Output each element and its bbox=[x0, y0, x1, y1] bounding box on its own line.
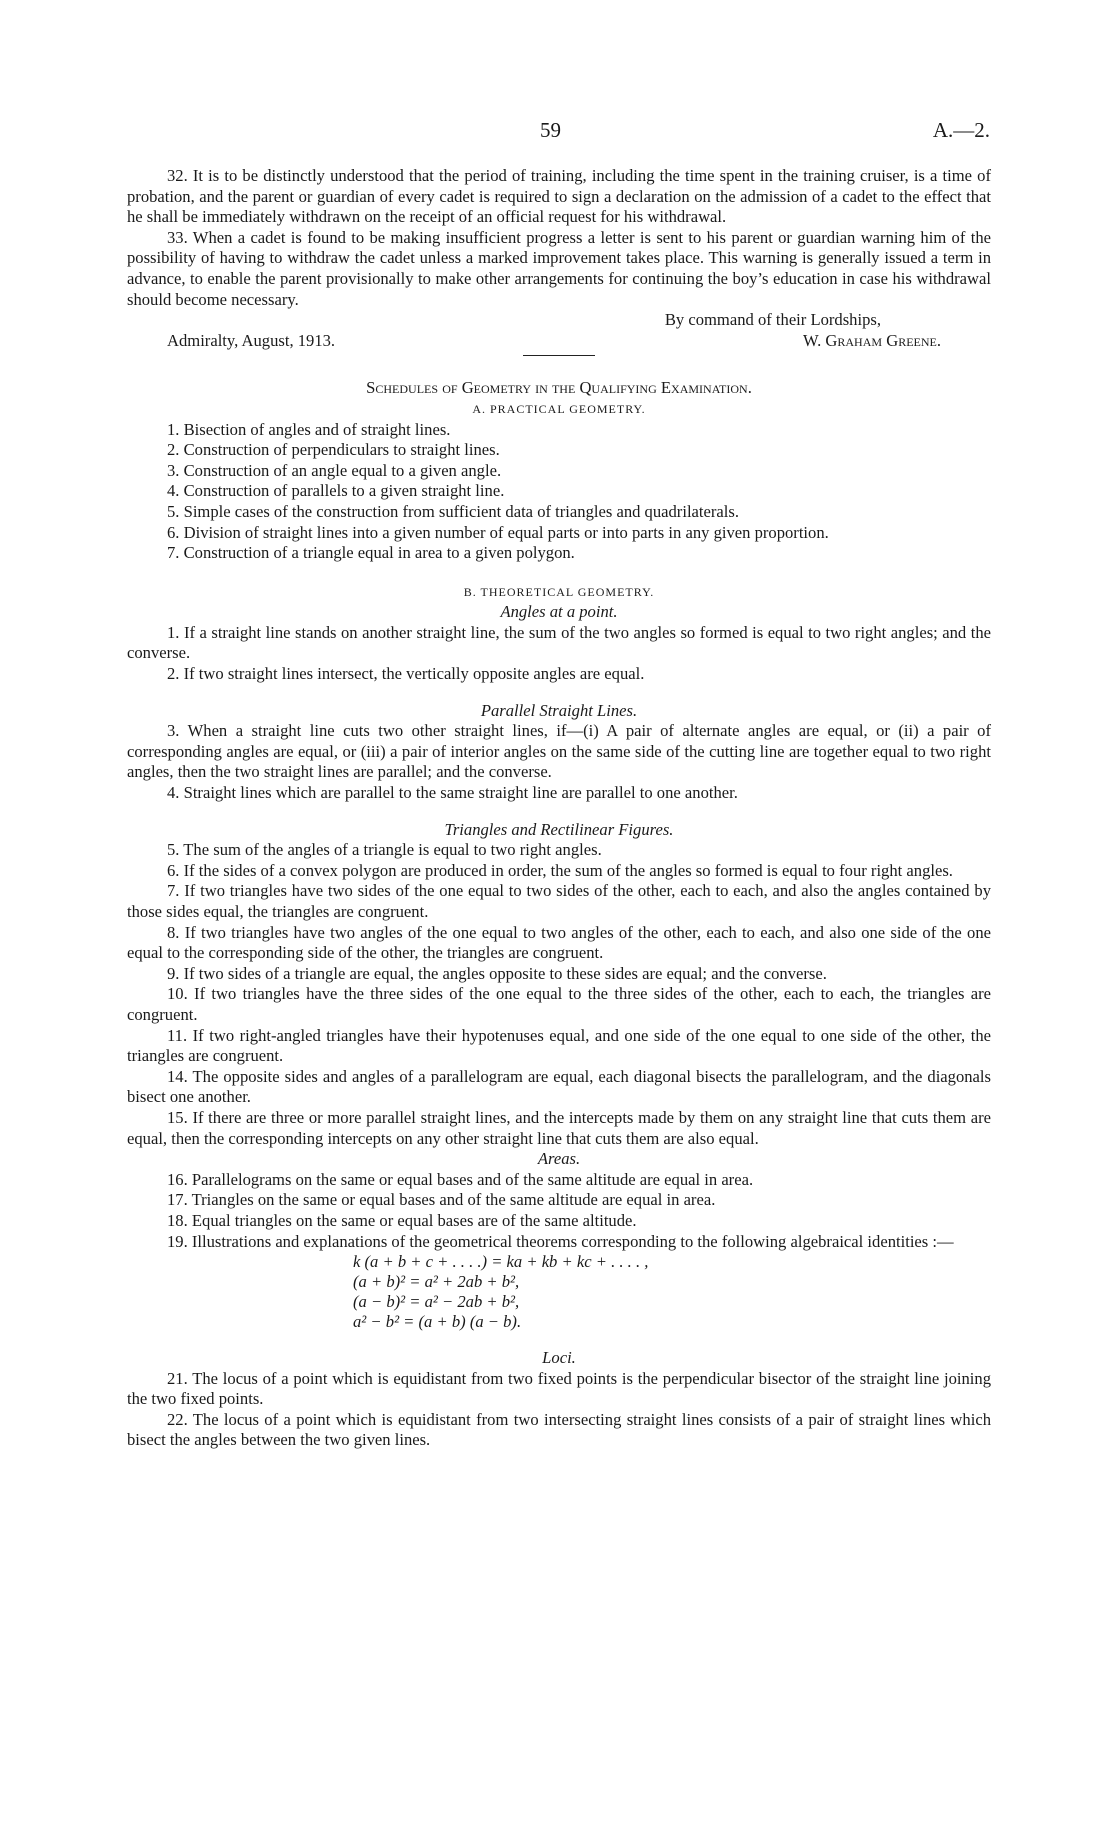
list-item: 11. If two right-angled triangles have their hypotenuses equal, and one side of the one equal to one side of the other, the triangles are congruent. bbox=[127, 1025, 991, 1066]
identities-block bbox=[127, 1252, 991, 1332]
list-item: 15. If there are three or more parallel straight lines, and the intercepts made by them on any straight line that cuts them are equal, then the corresponding intercepts on any other straight line that cuts them are also equal. bbox=[127, 1107, 991, 1148]
identity-line: (a + b)² = a² + 2ab + b², bbox=[353, 1272, 520, 1292]
list-item: 3. When a straight line cuts two other straight lines, if—(i) A pair of alternate angles are equal, or (ii) a pair of corresponding angles are equal, or (iii) a pair of interior angles on the same side of the cutting line are together equal to two right angles, then the two straight lines are parallel; and the converse. bbox=[127, 721, 991, 782]
list-item: 5. Simple cases of the construction from sufficient data of triangles and quadrilaterals. bbox=[167, 501, 740, 521]
paragraph-32: 32. It is to be distinctly understood that the period of training, including the time spent in the training cruiser, is a time of probation, and the parent or guardian of every cadet is required to sign a declaration on the admission of a cadet to the effect that he shall be immediately withdrawn on the receipt of an official request for his withdrawal. bbox=[127, 166, 991, 227]
list-item: 19. Illustrations and explanations of the geometrical theorems corresponding to the following algebraical identities :— bbox=[167, 1231, 954, 1251]
page-number: 59 bbox=[540, 118, 561, 142]
list-item: 16. Parallelograms on the same or equal bases and of the same altitude are equal in area. bbox=[167, 1169, 754, 1189]
list-item: 7. Construction of a triangle equal in area to a given polygon. bbox=[167, 543, 575, 563]
practical-list bbox=[127, 420, 991, 564]
areas-heading: Areas. bbox=[537, 1149, 581, 1169]
list-item: 6. Division of straight lines into a given number of equal parts or into parts in any given proportion. bbox=[167, 522, 829, 542]
paragraph-33: 33. When a cadet is found to be making insufficient progress a letter is sent to his parent or guardian warning him of the possibility of having to withdraw the cadet unless a marked improvement takes place. This warning is generally issued a term in advance, to enable the parent provisionally to make other arrangements for continuing the boy’s education in case his withdrawal should become necessary. bbox=[127, 227, 991, 309]
list-item: 10. If two triangles have the three sides of the one equal to the three sides of the other, each to each, the triangles are congruent. bbox=[127, 984, 991, 1024]
list-item: 5. The sum of the angles of a triangle is equal to two right angles. bbox=[167, 840, 602, 860]
list-item: 8. If two triangles have two angles of the one equal to two angles of the other, each to each, and also one side of the one equal to the corresponding side of the other, the triangles are congruent. bbox=[127, 922, 991, 963]
signature-row bbox=[167, 331, 941, 352]
list-item: 4. Construction of parallels to a given straight line. bbox=[167, 481, 505, 501]
identity-line: k (a + b + c + . . . .) = ka + kb + kc + . . . . , bbox=[353, 1252, 649, 1272]
list-item: 14. The opposite sides and angles of a parallelogram are equal, each diagonal bisects the parallelogram, and the diagonals bisect one another. bbox=[127, 1066, 991, 1107]
list-item: 3. Construction of an angle equal to a given angle. bbox=[167, 460, 502, 480]
list-item: 7. If two triangles have two sides of the one equal to two sides of the other, each to each, and also the angles contained by those sides equal, the triangles are congruent. bbox=[127, 881, 991, 921]
list-item: 1. Bisection of angles and of straight lines. bbox=[167, 419, 451, 439]
section-divider bbox=[523, 355, 595, 356]
section-b-heading: B. THEORETICAL GEOMETRY. bbox=[463, 584, 655, 599]
list-item: 18. Equal triangles on the same or equal bases are of the same altitude. bbox=[167, 1210, 637, 1230]
loci-heading: Loci. bbox=[542, 1348, 576, 1368]
list-item: 22. The locus of a point which is equidistant from two intersecting straight lines consists of a pair of straight lines which bisect the angles between the two given lines. bbox=[127, 1409, 991, 1450]
list-item: 9. If two sides of a triangle are equal, the angles opposite to these sides are equal; and the converse. bbox=[167, 963, 827, 983]
list-item: 2. Construction of perpendiculars to straight lines. bbox=[167, 440, 500, 460]
page-body bbox=[127, 166, 991, 1451]
place-date: Admiralty, August, 1913. bbox=[167, 330, 336, 350]
section-a-heading: A. PRACTICAL GEOMETRY. bbox=[472, 401, 646, 416]
list-item: 6. If the sides of a convex polygon are produced in order, the sum of the angles so formed is equal to four right angles. bbox=[167, 860, 953, 880]
document-code: A.—2. bbox=[932, 118, 990, 142]
signer-name: W. Graham Greene. bbox=[802, 330, 941, 350]
parallel-heading: Parallel Straight Lines. bbox=[480, 700, 638, 720]
by-command-line: By command of their Lordships, bbox=[664, 310, 881, 330]
triangles-heading: Triangles and Rectilinear Figures. bbox=[444, 819, 674, 839]
list-item: 2. If two straight lines intersect, the vertically opposite angles are equal. bbox=[167, 664, 645, 684]
angles-heading: Angles at a point. bbox=[500, 602, 618, 622]
list-item: 17. Triangles on the same or equal bases and of the same altitude are equal in area. bbox=[167, 1190, 716, 1210]
schedule-title: Schedules of Geometry in the Qualifying Examination. bbox=[366, 378, 752, 398]
list-item: 4. Straight lines which are parallel to the same straight line are parallel to one another. bbox=[167, 783, 738, 803]
identity-line: (a − b)² = a² − 2ab + b², bbox=[353, 1292, 520, 1312]
list-item: 21. The locus of a point which is equidistant from two fixed points is the perpendicular bisector of the straight line joining the two fixed points. bbox=[127, 1368, 991, 1409]
identity-line: a² − b² = (a + b) (a − b). bbox=[353, 1312, 522, 1332]
list-item: 1. If a straight line stands on another straight line, the sum of the two angles so formed is equal to two right angles; and the converse. bbox=[127, 622, 991, 663]
